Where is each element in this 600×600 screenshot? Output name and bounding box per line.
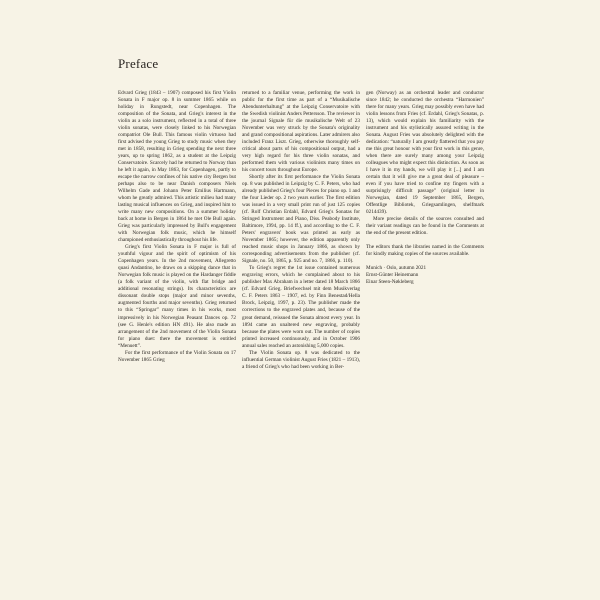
paragraph: Ernst-Günter Heinemann (366, 272, 419, 279)
page-title: Preface (118, 56, 159, 71)
paragraph: Edvard Grieg (1843 – 1907) composed his first Violin Sonata in F major op. 8 in summer 1865 while on holiday in Rungstedt, near Copenhagen. The composition of the Sonata, and Grieg's interest in the violin as a solo instrument, reflected in a total of three violin sonatas, were closely linked to his Norwegian compatriot Ole Bull. This famous violin virtuoso had first advised the young Grieg to study music when they met in 1858, resulting in Grieg spending the next three years, up to spring 1862, as a student at the Leipzig Conservatoire. Scarcely had he returned to Norway than he left it again, in May 1863, for Copenhagen, partly to escape the narrow confines of his native city Bergen but perhaps also to be near Danish composers Niels Wilhelm Gade and Johann Peter Emilius Hartmann, whom he greatly admired. This artistic milieu had many lasting musical influences on Grieg, and inspired him to write many new compositions. On a summer holiday back at home in Bergen in 1864 he met Ole Bull again. Grieg was particularly impressed by Bull's engagement with Norwegian folk music, which he himself championed enthusiastically throughout his life. (118, 90, 236, 244)
paragraph: Munich · Oslo, autumn 2021 (366, 265, 427, 272)
paragraph: gen (Norway) as an orchestral leader and conductor since 1842; he conducted the orchestra “Harmonien” there for many years. Grieg may possibly even have had violin lessons from Fries (cf. Erdahl, Grieg's Sonatas, p. 13), which would explain his familiarity with the instrument and his stylistically assured writing in the Sonata. August Fries was absolutely delighted with the dedication: “naturally I am greatly flattered that you pay me this great honour with your first work in this genre, when there are surely many among your Leipzig colleagues who might expect this distinction. As soon as I have it in my hands, we will play it [...] and I am certain that it will give me a great deal of pleasure – even if you have tried to confine my fingers with a surprisingly difficult passage” (original letter in Norwegian, dated 19 September 1865, Bergen, Offentlige Bibliotek, Griegsamlingen, shelfmark 0214439). (366, 90, 484, 216)
paragraph: More precise details of the sources consulted and their variant readings can be found in the Comments at the end of the present edition. (366, 216, 484, 237)
paragraph: To Grieg's regret the 1st issue contained numerous engraving errors, which he complained about to his publisher Max Abraham in a letter dated 18 March 1866 (cf. Edvard Grieg. Briefwechsel mit dem Musikverlag C. F. Peters 1863 – 1907, ed. by Finn Benestad/Hella Brock, Leipzig, 1997, p. 23). The publisher made the corrections to the engraved plates and, because of the great demand, reissued the Sonata almost every year. In 1894 came an unaltered new engraving, probably because the plates were worn out. The number of copies printed increased continuously, and in October 1906 annual sales reached an astonishing 5,000 copies. (242, 265, 360, 349)
paragraph: Einar Steen-Nøkleberg (366, 279, 414, 286)
paragraph: returned to a familiar venue, performing the work in public for the first time as part of a “Musikalische Abendunterhaltung” at the Leipzig Conservatoire with the Swedish violinist Anders Pettersson. The reviewer in the journal Signale für die musikalische Welt of 23 November was very struck by the Sonata's originality and grand compositional aspirations. Later admirers also included Franz Liszt. Grieg, otherwise thoroughly self-critical about parts of his compositional output, had a very high regard for his three violin sonatas, and performed them with various violinists many times on his concert tours throughout Europe. (242, 90, 360, 174)
paragraph: Shortly after its first performance the Violin Sonata op. 8 was published in Leipzig by C. F. Peters, who had already published Grieg's four Pieces for piano op. 1 and the four Lieder op. 2 two years earlier. The first edition was issued in a very small print run of just 125 copies (cf. Rolf Christian Erdahl, Edvard Grieg's Sonatas for Stringed Instrument and Piano, Diss. Peabody Institute, Baltimore, 1994, pp. 14 ff.), and according to the C. F. Peters' engravers' book was printed as early as November 1865; however, the edition apparently only reached music shops in January 1866, as shown by corresponding advertisements from the publisher (cf. Signale, no. 50, 1865, p. 925 and no. 7, 1866, p. 110). (242, 174, 360, 265)
text-column-1 (118, 90, 236, 364)
text-column-2 (242, 90, 360, 371)
paragraph: For the first performance of the Violin Sonata on 17 November 1865 Grieg (118, 349, 236, 363)
paragraph: The Violin Sonata op. 8 was dedicated to the influential German violinist August Fries (1821 – 1913), a friend of Grieg's who had been working in Ber- (242, 349, 360, 370)
paragraph: The editors thank the libraries named in the Comments for kindly making copies of the sources available. (366, 244, 484, 258)
paragraph: Grieg's first Violin Sonata in F major is full of youthful vigour and the spirit of optimism of his Copenhagen years. In the 2nd movement, Allegretto quasi Andantino, he draws on a skipping dance that in Norwegian folk music is played on the Hardanger fiddle (a folk variant of the violin, with flat bridge and additional resonating strings). Its characteristics are dissonant double stops (major and minor sevenths, augmented fourths and major sevenths). Grieg returned to this “Springar” many times in his works, most impressively in his Norwegian Peasant Dances op. 72 (see G. Henle's edition HN 491). He also made an arrangement of the 2nd movement of the Violin Sonata for piano duet: there the movement is entitled “Menuett”. (118, 244, 236, 349)
text-column-3 (366, 90, 484, 286)
